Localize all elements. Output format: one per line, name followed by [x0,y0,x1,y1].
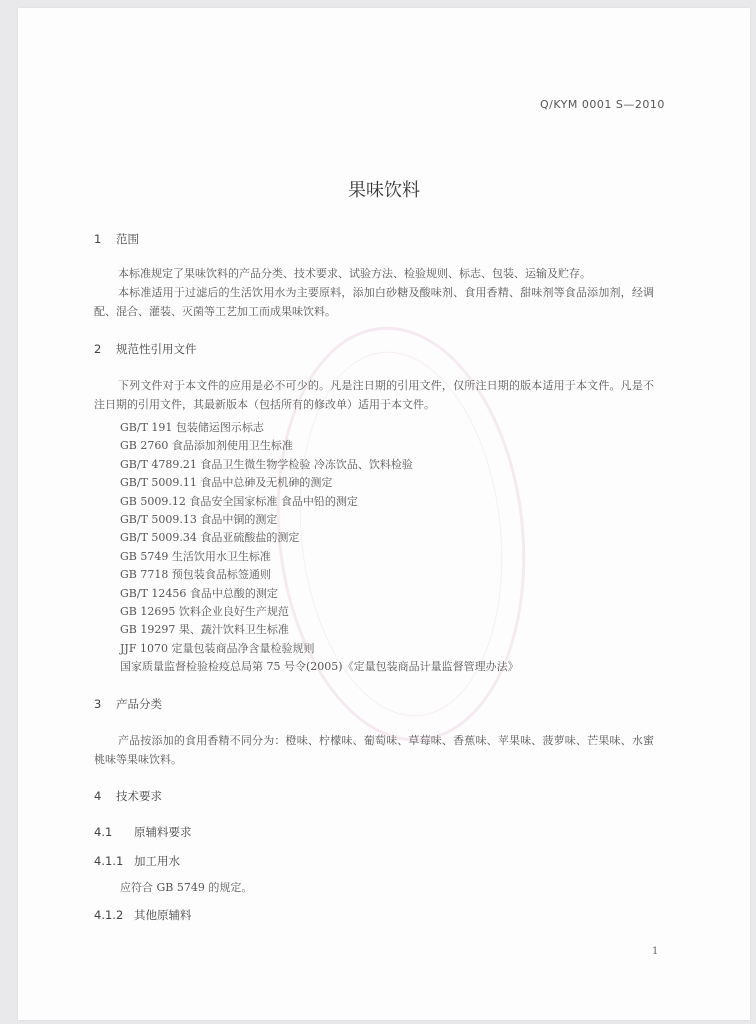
reference-item: GB 19297 果、蔬汁饮料卫生标准 [120,623,289,637]
standard-code: Q/KYM 0001 S—2010 [540,98,665,111]
section-2-heading [94,341,197,357]
section-number: 4.1.2 [94,908,124,922]
section-title: 其他原辅料 [134,908,192,922]
reference-item: GB/T 12456 食品中总酸的测定 [120,586,278,600]
reference-item: GB 7718 预包装食品标签通则 [120,568,271,582]
reference-item: GB 2760 食品添加剂使用卫生标准 [120,439,293,453]
reference-item: GB/T 4789.21 食品卫生微生物学检验 冷冻饮品、饮料检验 [120,457,413,471]
reference-item: GB 5009.12 食品安全国家标准 食品中铅的测定 [120,494,358,508]
reference-item: GB/T 5009.11 食品中总砷及无机砷的测定 [120,476,333,490]
section-1-heading [94,231,139,247]
section-4-1-heading [94,824,192,840]
section-number: 4.1 [94,825,113,839]
section-title: 规范性引用文件 [116,342,197,356]
page-number: 1 [652,946,659,957]
reference-item: GB/T 191 包装储运图示标志 [120,421,264,434]
section-number: 2 [94,342,102,356]
references-intro: 下列文件对于本文件的应用是必不可少的。凡是注日期的引用文件，仅所注日期的版本适用于本文件。凡是不注日期的引用文件，其最新版本（包括所有的修改单）适用于本文件。 [94,379,654,411]
section-number: 1 [94,232,102,246]
reference-item: GB/T 5009.13 食品中铜的测定 [120,512,278,526]
section-4-1-2-heading [94,907,192,923]
section-title: 原辅料要求 [134,825,192,839]
section-4-1-1-heading [94,853,180,869]
reference-item: 国家质量监督检验检疫总局第 75 号令(2005)《定量包装商品计量监督管理办法》 [120,660,519,674]
water-requirement: 应符合 GB 5749 的规定。 [120,881,253,894]
section-title: 产品分类 [116,697,162,711]
reference-list [120,419,519,676]
section-number: 4 [94,789,102,803]
reference-item: JJF 1070 定量包装商品净含量检验规则 [120,641,315,655]
section-number: 4.1.1 [94,854,124,868]
section-title: 技术要求 [116,789,162,803]
section-number: 3 [94,697,102,711]
scope-paragraph-1: 本标准规定了果味饮料的产品分类、技术要求、试验方法、检验规则、标志、包装、运输及贮存。 [118,267,591,280]
section-3-heading [94,696,162,712]
classification-paragraph: 产品按添加的食用香精不同分为：橙味、柠檬味、葡萄味、草莓味、香蕉味、苹果味、菠萝味、芒果味、水蜜桃味等果味饮料。 [94,734,654,766]
section-title: 加工用水 [134,854,180,868]
section-title: 范围 [116,232,139,246]
reference-item: GB 12695 饮料企业良好生产规范 [120,604,289,618]
scope-paragraph-2: 本标准适用于过滤后的生活饮用水为主要原料，添加白砂糖及酸味剂、食用香精、甜味剂等食品添加剂，经调配、混合、灌装、灭菌等工艺加工而成果味饮料。 [94,286,654,318]
document-page [18,8,750,1020]
reference-item: GB/T 5009.34 食品亚硫酸盐的测定 [120,531,300,545]
reference-item: GB 5749 生活饮用水卫生标准 [120,549,271,563]
section-4-heading [94,788,162,804]
document-title: 果味饮料 [348,180,420,201]
